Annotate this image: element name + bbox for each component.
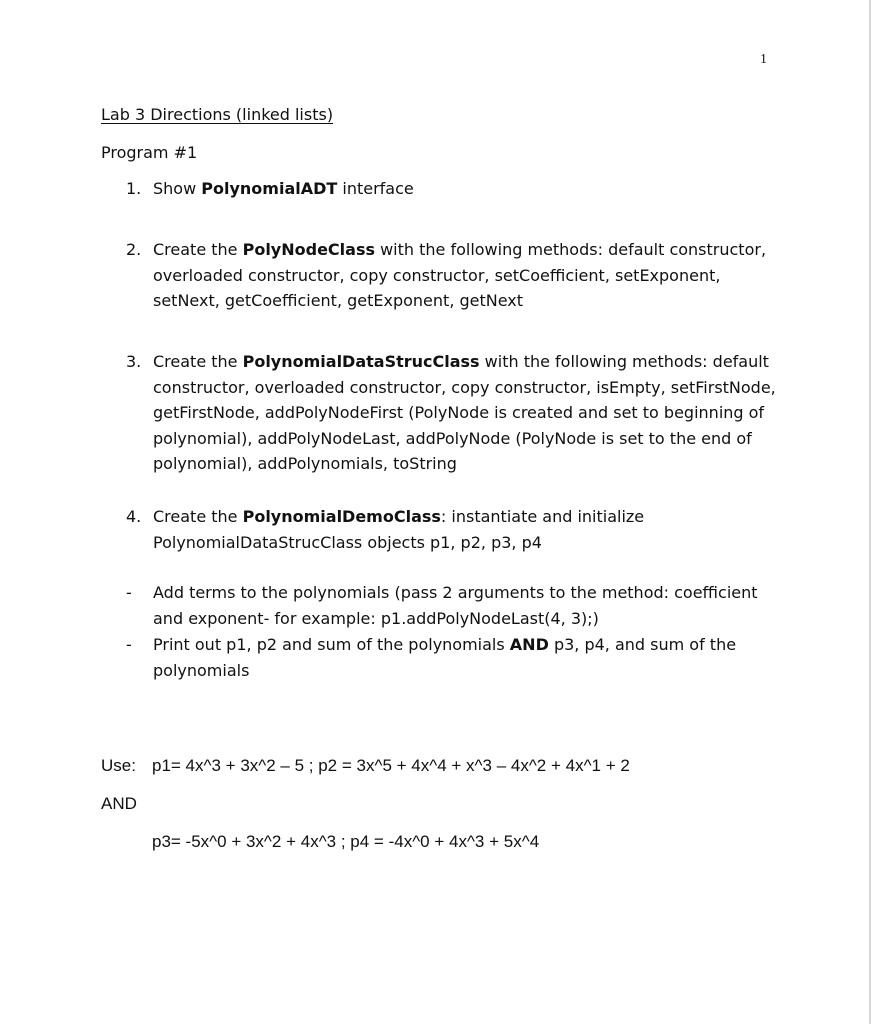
bullet-text-post: p3, p4, and sum of the polynomials [153, 635, 737, 680]
list-item-text [153, 349, 776, 477]
list-item-text [153, 237, 776, 314]
bullet-dash: - [126, 583, 132, 602]
list-item-text-post: : instantiate and initialize PolynomialDataStrucClass objects p1, p2, p3, p4 [153, 507, 645, 552]
list-item-text-bold: PolynomialDemoClass [242, 507, 441, 526]
bullet-text-pre: Add terms to the polynomials (pass 2 arguments to the method: coefficient and exponent- for example: p1.addPolyNodeLast(4, 3);) [153, 583, 758, 628]
list-item [126, 349, 776, 477]
use-label: Use: [101, 756, 136, 775]
bullet-text [153, 632, 776, 683]
list-item-text [153, 176, 776, 202]
list-item-text-pre: Create the [153, 352, 243, 371]
list-item-text-pre: Create the [153, 240, 243, 259]
list-item-number: 3. [126, 352, 142, 371]
list-item [126, 504, 776, 555]
bullet-item [126, 580, 776, 631]
bullet-text-bold: AND [509, 635, 549, 654]
use-line [101, 753, 630, 779]
list-item-number: 2. [126, 240, 142, 259]
list-item-text-pre: Create the [153, 507, 243, 526]
page-number: 1 [760, 52, 767, 67]
list-item-text-bold: PolyNodeClass [242, 240, 375, 259]
list-item-text-post: with the following methods: default constructor, overloaded constructor, copy constructor, isEmpty, setFirstNode, getFirstNode, addPolyNodeFirst (PolyNode is created and set to beginning of polynomial), addPolyNodeLast, addPolyNode (PolyNode is set to the end of polynomial), addPolynomials, toString [153, 352, 776, 473]
and-label: AND [101, 794, 137, 813]
bullet-item [126, 632, 776, 683]
document-title: Lab 3 Directions (linked lists) [101, 105, 334, 124]
list-item [126, 176, 776, 202]
bullet-text-pre: Print out p1, p2 and sum of the polynomials [153, 635, 510, 654]
list-item-text-pre: Show [153, 179, 202, 198]
list-item-text-bold: PolynomialADT [201, 179, 338, 198]
list-item-text-post: with the following methods: default constructor, overloaded constructor, copy constructor, setCoefficient, setExponent, setNext, getCoefficient, getExponent, getNext [153, 240, 767, 310]
list-item-text-post: interface [337, 179, 414, 198]
list-item-text-bold: PolynomialDataStrucClass [242, 352, 480, 371]
use-expression: p1= 4x^3 + 3x^2 – 5 ; p2 = 3x^5 + 4x^4 + x^3 – 4x^2 + 4x^1 + 2 [152, 756, 630, 775]
list-item [126, 237, 776, 314]
bullet-text [153, 580, 776, 631]
list-item-number: 4. [126, 507, 142, 526]
p3-p4-expression: p3= -5x^0 + 3x^2 + 4x^3 ; p4 = -4x^0 + 4x^3 + 5x^4 [152, 832, 540, 851]
program-heading: Program #1 [101, 143, 198, 162]
list-item-number: 1. [126, 179, 142, 198]
bullet-dash: - [126, 635, 132, 654]
list-item-text [153, 504, 776, 555]
